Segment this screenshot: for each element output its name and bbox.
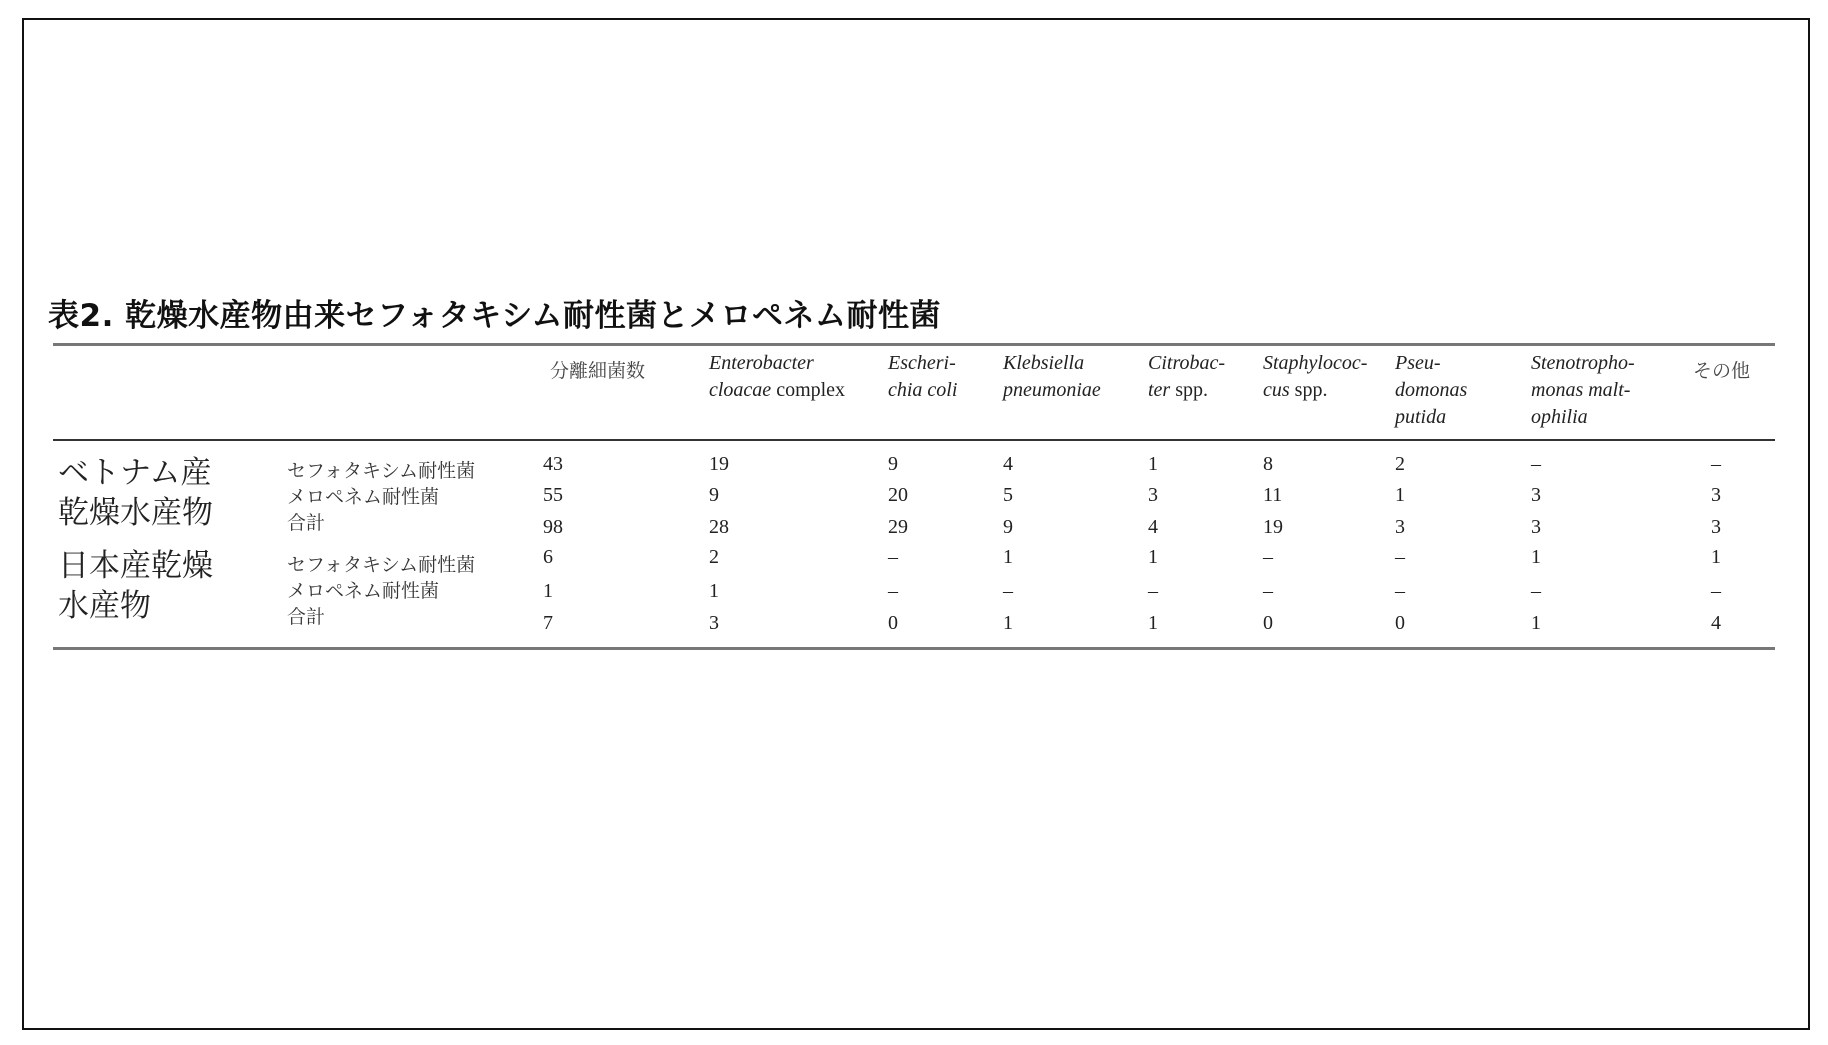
table-cell: 0 — [1263, 612, 1273, 634]
table-cell: 2 — [1395, 453, 1405, 475]
row-label-vn-meropenem: メロペネム耐性菌 — [287, 486, 440, 508]
table-cell: 98 — [543, 516, 563, 538]
header-enterobacter-line2-rest: complex — [771, 379, 846, 401]
header-pseudomonas-line1: Pseu- — [1395, 352, 1441, 374]
group-vietnam-line2: 乾燥水産物 — [58, 495, 213, 531]
table-cell: 1 — [1003, 612, 1013, 634]
table-cell: 1 — [709, 580, 719, 602]
header-klebsiella-line2: pneumoniae — [1003, 379, 1101, 401]
table-cell: 3 — [1395, 516, 1405, 538]
group-vietnam-label — [58, 453, 213, 533]
table-cell: 1 — [1395, 484, 1405, 506]
table-title: 表2. 乾燥水産物由来セフォタキシム耐性菌とメロペネム耐性菌 — [48, 298, 942, 334]
table-cell: 4 — [1148, 516, 1158, 538]
table-cell: – — [888, 546, 898, 568]
header-other: その他 — [1693, 360, 1751, 382]
header-pseudomonas — [1395, 350, 1467, 431]
table-cell: 6 — [543, 546, 553, 568]
header-staphylococcus-line2-rest: spp. — [1289, 379, 1328, 401]
table-cell: 1 — [1148, 453, 1158, 475]
table-cell: 0 — [1395, 612, 1405, 634]
header-enterobacter-line2-italic: cloacae — [709, 379, 772, 401]
table-cell: 1 — [1711, 546, 1721, 568]
header-pseudomonas-line2: domonas — [1395, 379, 1468, 401]
header-citrobacter-line2-italic: ter — [1148, 379, 1171, 401]
table-cell: – — [1395, 546, 1405, 568]
table-cell: 3 — [1711, 484, 1721, 506]
header-enterobacter — [709, 350, 845, 404]
table-cell: 1 — [1148, 546, 1158, 568]
header-staphylococcus-line1: Staphylococ- — [1263, 352, 1368, 374]
header-staphylococcus-line2-italic: cus — [1263, 379, 1290, 401]
table-cell: 20 — [888, 484, 908, 506]
table-cell: 9 — [888, 453, 898, 475]
bottom-rule — [53, 647, 1775, 650]
header-staphylococcus — [1263, 350, 1367, 404]
table-cell: – — [1263, 580, 1273, 602]
header-citrobacter-line2-rest: spp. — [1170, 379, 1209, 401]
row-label-vn-total: 合計 — [287, 512, 326, 534]
table-cell: – — [1531, 580, 1541, 602]
table-cell: 0 — [888, 612, 898, 634]
header-klebsiella — [1003, 350, 1101, 404]
header-stenotrophomonas-line3: ophilia — [1531, 406, 1588, 428]
table-cell: 9 — [1003, 516, 1013, 538]
table-cell: 1 — [543, 580, 553, 602]
table-cell: 1 — [1148, 612, 1158, 634]
table-cell: 19 — [1263, 516, 1283, 538]
table-cell: 4 — [1003, 453, 1013, 475]
group-vietnam-line1: ベトナム産 — [58, 455, 212, 491]
header-escherichia-line2: chia coli — [888, 379, 958, 401]
table-cell: – — [1711, 453, 1721, 475]
table-cell: 8 — [1263, 453, 1273, 475]
top-rule — [53, 343, 1775, 346]
table-cell: 28 — [709, 516, 729, 538]
header-stenotrophomonas-line1: Stenotropho- — [1531, 352, 1635, 374]
table-cell: 4 — [1711, 612, 1721, 634]
table-cell: – — [1531, 453, 1541, 475]
header-citrobacter — [1148, 350, 1225, 404]
header-stenotrophomonas — [1531, 350, 1635, 431]
table-cell: 7 — [543, 612, 553, 634]
header-klebsiella-line1: Klebsiella — [1003, 352, 1085, 374]
row-label-jp-total: 合計 — [287, 606, 326, 628]
row-label-jp-cefotaxime: セフォタキシム耐性菌 — [287, 554, 476, 576]
header-rule — [53, 439, 1775, 441]
table-cell: 11 — [1263, 484, 1283, 506]
table-cell: 1 — [1003, 546, 1013, 568]
header-citrobacter-line1: Citrobac- — [1148, 352, 1226, 374]
header-isolate-count: 分離細菌数 — [550, 360, 646, 382]
table-cell: 1 — [1531, 612, 1541, 634]
group-japan-line1: 日本産乾燥 — [58, 548, 213, 584]
row-label-vn-cefotaxime: セフォタキシム耐性菌 — [287, 460, 476, 482]
table-cell: 19 — [709, 453, 729, 475]
table-cell: – — [1395, 580, 1405, 602]
header-escherichia — [888, 350, 957, 404]
table-cell: 3 — [1531, 516, 1541, 538]
group-japan-label — [58, 546, 213, 626]
table-cell: 9 — [709, 484, 719, 506]
table-cell: – — [1003, 580, 1013, 602]
table-cell: – — [1711, 580, 1721, 602]
table-cell: 3 — [709, 612, 719, 634]
row-label-jp-meropenem: メロペネム耐性菌 — [287, 580, 440, 602]
table-cell: – — [1148, 580, 1158, 602]
table-cell: 5 — [1003, 484, 1013, 506]
table-cell: 29 — [888, 516, 908, 538]
table-cell: 3 — [1531, 484, 1541, 506]
table-cell: 43 — [543, 453, 563, 475]
table-cell: 3 — [1148, 484, 1158, 506]
table-cell: 55 — [543, 484, 563, 506]
table-cell: 2 — [709, 546, 719, 568]
table-cell: – — [1263, 546, 1273, 568]
header-stenotrophomonas-line2: monas malt- — [1531, 379, 1631, 401]
header-escherichia-line1: Escheri- — [888, 352, 956, 374]
group-japan-line2: 水産物 — [58, 588, 151, 624]
table-cell: 3 — [1711, 516, 1721, 538]
table-cell: – — [888, 580, 898, 602]
header-pseudomonas-line3: putida — [1395, 406, 1447, 428]
header-enterobacter-line1: Enterobacter — [709, 352, 814, 374]
table-cell: 1 — [1531, 546, 1541, 568]
